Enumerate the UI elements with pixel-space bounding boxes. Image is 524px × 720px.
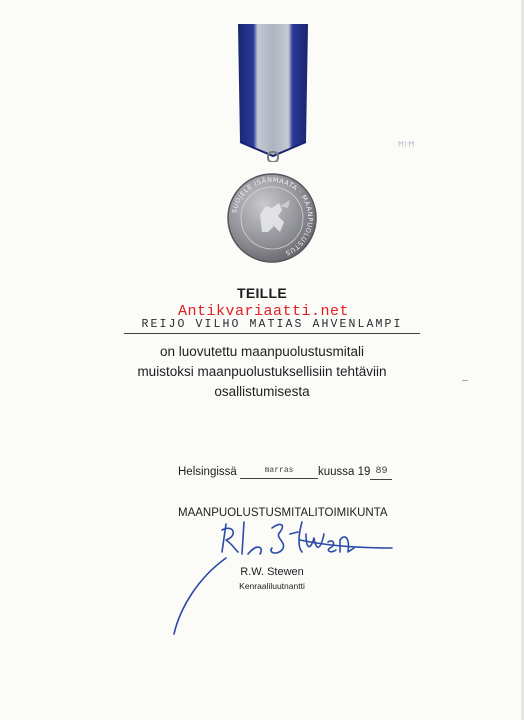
body-line-2: muistoksi maanpuolustuksellisiin tehtäviin — [137, 364, 387, 379]
certificate-heading: TEILLE — [236, 285, 288, 301]
recipient-name: REIJO VILHO MATIAS AHVENLAMPI — [124, 318, 420, 334]
body-line-1: on luovutettu maanpuolustusmitali — [159, 344, 365, 359]
medal-ribbon — [236, 24, 310, 162]
watermark: Antikvariaatti.net — [178, 303, 350, 320]
medal-inscription: SUOJELE ISÄNMAATA · MAANPUOLUSTUS — [230, 175, 315, 258]
date-month-suffix: kuussa 19 — [318, 466, 371, 478]
medal — [224, 170, 320, 266]
date-month: marras — [264, 466, 294, 475]
body-line-3: osallistumisesta — [214, 384, 310, 399]
date-year: 89 — [375, 466, 388, 477]
committee-name: MAANPUOLUSTUSMITALITOIMIKUNTA — [178, 507, 388, 519]
signer-name: R.W. Stewen — [240, 566, 304, 578]
date-line — [178, 466, 392, 480]
signer-rank: Kenraaliluutnantti — [239, 581, 305, 591]
stray-mark: ĦŀĦ — [398, 140, 416, 149]
date-place: Helsingissä — [178, 466, 237, 478]
date-year-field — [370, 466, 392, 480]
date-month-field — [240, 466, 318, 479]
stray-dash — [462, 380, 468, 381]
